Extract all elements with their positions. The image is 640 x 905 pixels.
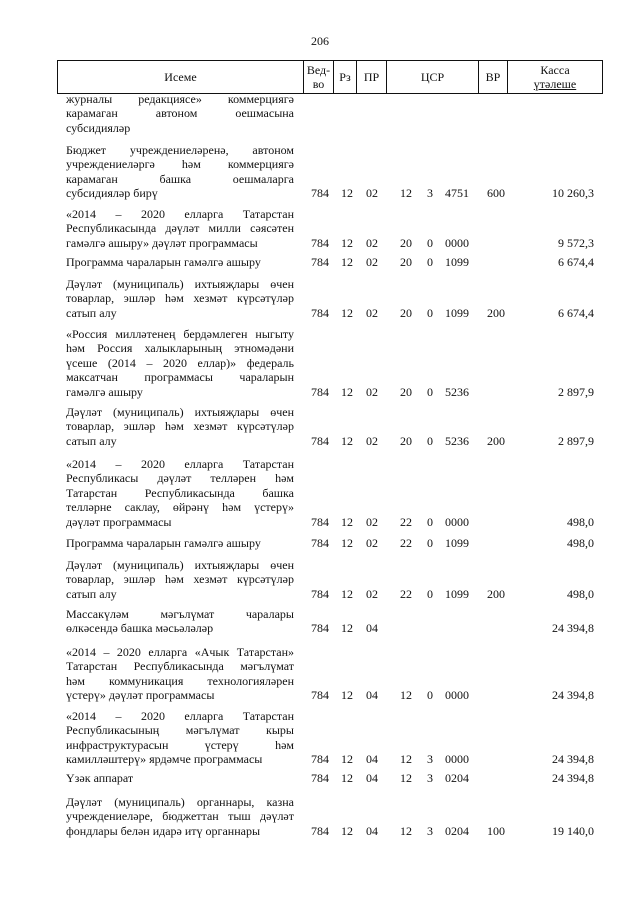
cell-sum: 6 674,4 bbox=[558, 254, 594, 269]
row-name bbox=[66, 92, 294, 135]
cell-sum: 498,0 bbox=[567, 514, 594, 529]
cell-sum: 24 394,8 bbox=[552, 752, 594, 767]
cell-csr-3: 0000 bbox=[445, 752, 469, 767]
cell-pr: 04 bbox=[366, 621, 378, 636]
row-name bbox=[66, 457, 294, 529]
row-name-line: максатчан программасы чараларын bbox=[66, 370, 294, 385]
cell-csr-2: 0 bbox=[427, 305, 433, 320]
table-row bbox=[0, 92, 640, 135]
cell-pr: 02 bbox=[366, 514, 378, 529]
header-kassa bbox=[508, 61, 602, 93]
cell-csr-1: 20 bbox=[400, 254, 412, 269]
table-row bbox=[0, 143, 640, 201]
cell-csr-1: 22 bbox=[400, 586, 412, 601]
cell-csr-1: 20 bbox=[400, 305, 412, 320]
row-name bbox=[66, 607, 294, 636]
cell-rz: 12 bbox=[341, 688, 353, 703]
cell-csr-1: 12 bbox=[400, 770, 412, 785]
row-name-line: карамаган башка оешмаларга bbox=[66, 171, 294, 186]
cell-ved: 784 bbox=[311, 384, 329, 399]
header-ved-line2: во bbox=[312, 77, 325, 91]
cell-csr-3: 5236 bbox=[445, 384, 469, 399]
cell-csr-1: 20 bbox=[400, 384, 412, 399]
cell-ved: 784 bbox=[311, 621, 329, 636]
row-name-line: товарлар, эшләр һәм хезмәт күрсәтүләр bbox=[66, 291, 294, 306]
cell-vr: 200 bbox=[487, 586, 505, 601]
cell-csr-2: 3 bbox=[427, 823, 433, 838]
header-kassa-line1: Касса bbox=[540, 63, 570, 77]
row-name-line: Программа чараларын гамәлгә ашыру bbox=[66, 536, 261, 550]
cell-csr-2: 3 bbox=[427, 186, 433, 201]
table-row bbox=[0, 607, 640, 636]
cell-ved: 784 bbox=[311, 235, 329, 250]
cell-ved: 784 bbox=[311, 305, 329, 320]
cell-rz: 12 bbox=[341, 186, 353, 201]
row-name-line: «2014 – 2020 елларга Татарстан bbox=[66, 207, 294, 221]
row-name-line: сатып алу bbox=[66, 305, 117, 320]
row-name-line: Татарстан Республикасында башка bbox=[66, 485, 294, 500]
row-name-line: «2014 – 2020 елларга Татарстан bbox=[66, 709, 294, 723]
row-name-line: Программа чараларын гамәлгә ашыру bbox=[66, 255, 261, 269]
cell-pr: 04 bbox=[366, 770, 378, 785]
cell-rz: 12 bbox=[341, 514, 353, 529]
cell-csr-2: 0 bbox=[427, 514, 433, 529]
row-name-line: гамәлгә ашыру bbox=[66, 384, 143, 399]
cell-ved: 784 bbox=[311, 186, 329, 201]
cell-csr-3: 1099 bbox=[445, 535, 469, 550]
header-name: Исеме bbox=[164, 70, 197, 84]
table-row bbox=[0, 405, 640, 448]
cell-csr-2: 3 bbox=[427, 752, 433, 767]
cell-rz: 12 bbox=[341, 535, 353, 550]
row-name-line: товарлар, эшләр һәм хезмәт күрсәтүләр bbox=[66, 419, 294, 434]
cell-csr-1: 12 bbox=[400, 688, 412, 703]
row-name bbox=[66, 536, 294, 550]
cell-pr: 02 bbox=[366, 586, 378, 601]
cell-vr: 100 bbox=[487, 823, 505, 838]
table-row bbox=[0, 457, 640, 529]
row-name-line: Дәүләт (муниципаль) ихтыяҗлары өчен bbox=[66, 558, 294, 572]
row-name-line: һәм коммуникация технологияләрен bbox=[66, 673, 294, 688]
header-ved-line1: Вед- bbox=[306, 63, 331, 77]
row-name-line: карамаган автоном оешмасына bbox=[66, 106, 294, 121]
table-row bbox=[0, 207, 640, 250]
header-pr: ПР bbox=[363, 70, 380, 84]
cell-sum: 10 260,3 bbox=[552, 186, 594, 201]
cell-vr: 200 bbox=[487, 305, 505, 320]
cell-rz: 12 bbox=[341, 770, 353, 785]
row-name-line: сатып алу bbox=[66, 586, 117, 601]
cell-sum: 2 897,9 bbox=[558, 384, 594, 399]
row-name-line: Республикасының мәгълүмат кыры bbox=[66, 723, 294, 738]
cell-ved: 784 bbox=[311, 254, 329, 269]
table-row bbox=[0, 327, 640, 399]
row-name bbox=[66, 327, 294, 399]
table-row bbox=[0, 645, 640, 703]
cell-sum: 24 394,8 bbox=[552, 688, 594, 703]
row-name-line: субсидияләр bbox=[66, 120, 131, 135]
cell-pr: 04 bbox=[366, 823, 378, 838]
cell-pr: 02 bbox=[366, 433, 378, 448]
cell-csr-3: 1099 bbox=[445, 305, 469, 320]
row-name-line: Республикасында дәүләт милли сәясәтен bbox=[66, 221, 294, 236]
cell-pr: 02 bbox=[366, 235, 378, 250]
cell-ved: 784 bbox=[311, 770, 329, 785]
row-name bbox=[66, 558, 294, 601]
cell-vr: 200 bbox=[487, 433, 505, 448]
row-name-line: Дәүләт (муниципаль) органнары, казна bbox=[66, 795, 294, 809]
cell-ved: 784 bbox=[311, 752, 329, 767]
row-name bbox=[66, 405, 294, 448]
cell-csr-3: 1099 bbox=[445, 586, 469, 601]
row-name-line: сатып алу bbox=[66, 433, 117, 448]
cell-csr-2: 0 bbox=[427, 688, 433, 703]
row-name bbox=[66, 709, 294, 767]
cell-csr-2: 0 bbox=[427, 384, 433, 399]
cell-csr-3: 0204 bbox=[445, 823, 469, 838]
row-name-line: товарлар, эшләр һәм хезмәт күрсәтүләр bbox=[66, 572, 294, 587]
table-row bbox=[0, 558, 640, 601]
row-name-line: учреждениеләргә һәм коммерциягә bbox=[66, 157, 294, 172]
cell-sum: 2 897,9 bbox=[558, 433, 594, 448]
cell-vr: 600 bbox=[487, 186, 505, 201]
cell-csr-1: 22 bbox=[400, 535, 412, 550]
cell-sum: 498,0 bbox=[567, 586, 594, 601]
table-row bbox=[0, 771, 640, 785]
cell-pr: 02 bbox=[366, 384, 378, 399]
cell-ved: 784 bbox=[311, 535, 329, 550]
cell-sum: 19 140,0 bbox=[552, 823, 594, 838]
row-name-line: Дәүләт (муниципаль) ихтыяҗлары өчен bbox=[66, 277, 294, 291]
cell-pr: 02 bbox=[366, 305, 378, 320]
cell-ved: 784 bbox=[311, 586, 329, 601]
cell-csr-1: 12 bbox=[400, 752, 412, 767]
row-name bbox=[66, 771, 294, 785]
row-name-line: учреждениеләре, бюджеттан тыш дәүләт bbox=[66, 809, 294, 824]
row-name-line: телләрне саклау, өйрәнү һәм үстерү» bbox=[66, 500, 294, 515]
header-vr: ВР bbox=[485, 70, 501, 84]
table-row bbox=[0, 709, 640, 767]
row-name-line: Үзәк аппарат bbox=[66, 771, 134, 785]
row-name-line: субсидияләр бирү bbox=[66, 186, 158, 201]
row-name bbox=[66, 277, 294, 320]
cell-csr-3: 0000 bbox=[445, 235, 469, 250]
cell-rz: 12 bbox=[341, 823, 353, 838]
row-name-line: камилләштерү» ярдәмче программасы bbox=[66, 752, 263, 767]
cell-sum: 6 674,4 bbox=[558, 305, 594, 320]
cell-sum: 498,0 bbox=[567, 535, 594, 550]
table-row bbox=[0, 795, 640, 838]
cell-csr-2: 0 bbox=[427, 535, 433, 550]
cell-ved: 784 bbox=[311, 823, 329, 838]
row-name-line: журналы редакциясе» коммерциягә bbox=[66, 92, 294, 106]
cell-csr-1: 20 bbox=[400, 433, 412, 448]
cell-csr-1: 12 bbox=[400, 823, 412, 838]
page-number: 206 bbox=[311, 34, 329, 48]
cell-sum: 9 572,3 bbox=[558, 235, 594, 250]
cell-csr-1: 20 bbox=[400, 235, 412, 250]
row-name-line: «Россия милләтенең бердәмлеген ныгыту bbox=[66, 327, 294, 341]
row-name bbox=[66, 143, 294, 201]
row-name-line: үстерү» дәүләт программасы bbox=[66, 688, 215, 703]
header-kassa-line2: үтәлеше bbox=[533, 77, 577, 91]
row-name-line: фондлары белән идарә итү органнары bbox=[66, 823, 261, 838]
row-name-line: дәүләт программасы bbox=[66, 514, 172, 529]
cell-pr: 04 bbox=[366, 688, 378, 703]
cell-csr-2: 0 bbox=[427, 235, 433, 250]
cell-pr: 02 bbox=[366, 535, 378, 550]
table-row bbox=[0, 277, 640, 320]
cell-rz: 12 bbox=[341, 235, 353, 250]
cell-pr: 02 bbox=[366, 186, 378, 201]
cell-rz: 12 bbox=[341, 305, 353, 320]
cell-csr-3: 5236 bbox=[445, 433, 469, 448]
cell-rz: 12 bbox=[341, 254, 353, 269]
row-name-line: инфраструктурасын үстерү һәм bbox=[66, 737, 294, 752]
cell-csr-3: 4751 bbox=[445, 186, 469, 201]
cell-rz: 12 bbox=[341, 621, 353, 636]
row-name bbox=[66, 255, 294, 269]
cell-sum: 24 394,8 bbox=[552, 770, 594, 785]
cell-csr-3: 0000 bbox=[445, 514, 469, 529]
table-header bbox=[57, 60, 603, 94]
header-rz: Рз bbox=[339, 70, 351, 84]
cell-csr-2: 0 bbox=[427, 433, 433, 448]
cell-pr: 04 bbox=[366, 752, 378, 767]
cell-csr-1: 22 bbox=[400, 514, 412, 529]
row-name-line: Бюджет учреждениеләренә, автоном bbox=[66, 143, 294, 157]
cell-csr-2: 0 bbox=[427, 254, 433, 269]
cell-csr-3: 0204 bbox=[445, 770, 469, 785]
cell-csr-1: 12 bbox=[400, 186, 412, 201]
table-row bbox=[0, 536, 640, 550]
row-name-line: Дәүләт (муниципаль) ихтыяҗлары өчен bbox=[66, 405, 294, 419]
cell-csr-2: 3 bbox=[427, 770, 433, 785]
cell-csr-2: 0 bbox=[427, 586, 433, 601]
row-name-line: һәм Россия халыкларының этномәдәни bbox=[66, 341, 294, 356]
row-name-line: үсеше (2014 – 2020 еллар)» федераль bbox=[66, 355, 294, 370]
row-name-line: Татарстан Республикасында мәгълүмат bbox=[66, 659, 294, 674]
row-name bbox=[66, 795, 294, 838]
row-name-line: өлкәсендә башка мәсьәләләр bbox=[66, 621, 214, 636]
cell-rz: 12 bbox=[341, 752, 353, 767]
cell-rz: 12 bbox=[341, 433, 353, 448]
cell-csr-3: 0000 bbox=[445, 688, 469, 703]
cell-rz: 12 bbox=[341, 586, 353, 601]
header-csr: ЦСР bbox=[420, 70, 445, 84]
cell-sum: 24 394,8 bbox=[552, 621, 594, 636]
row-name bbox=[66, 645, 294, 703]
row-name bbox=[66, 207, 294, 250]
row-name-line: Массакүләм мәгълүмат чаралары bbox=[66, 607, 294, 621]
cell-rz: 12 bbox=[341, 384, 353, 399]
row-name-line: «2014 – 2020 елларга Татарстан bbox=[66, 457, 294, 471]
cell-ved: 784 bbox=[311, 514, 329, 529]
cell-ved: 784 bbox=[311, 688, 329, 703]
table-row bbox=[0, 255, 640, 269]
row-name-line: Республикасы дәүләт телләрен һәм bbox=[66, 471, 294, 486]
cell-csr-3: 1099 bbox=[445, 254, 469, 269]
cell-ved: 784 bbox=[311, 433, 329, 448]
cell-pr: 02 bbox=[366, 254, 378, 269]
header-ved bbox=[304, 61, 333, 93]
row-name-line: гамәлгә ашыру» дәүләт программасы bbox=[66, 235, 258, 250]
row-name-line: «2014 – 2020 елларга «Ачык Татарстан» bbox=[66, 645, 294, 659]
